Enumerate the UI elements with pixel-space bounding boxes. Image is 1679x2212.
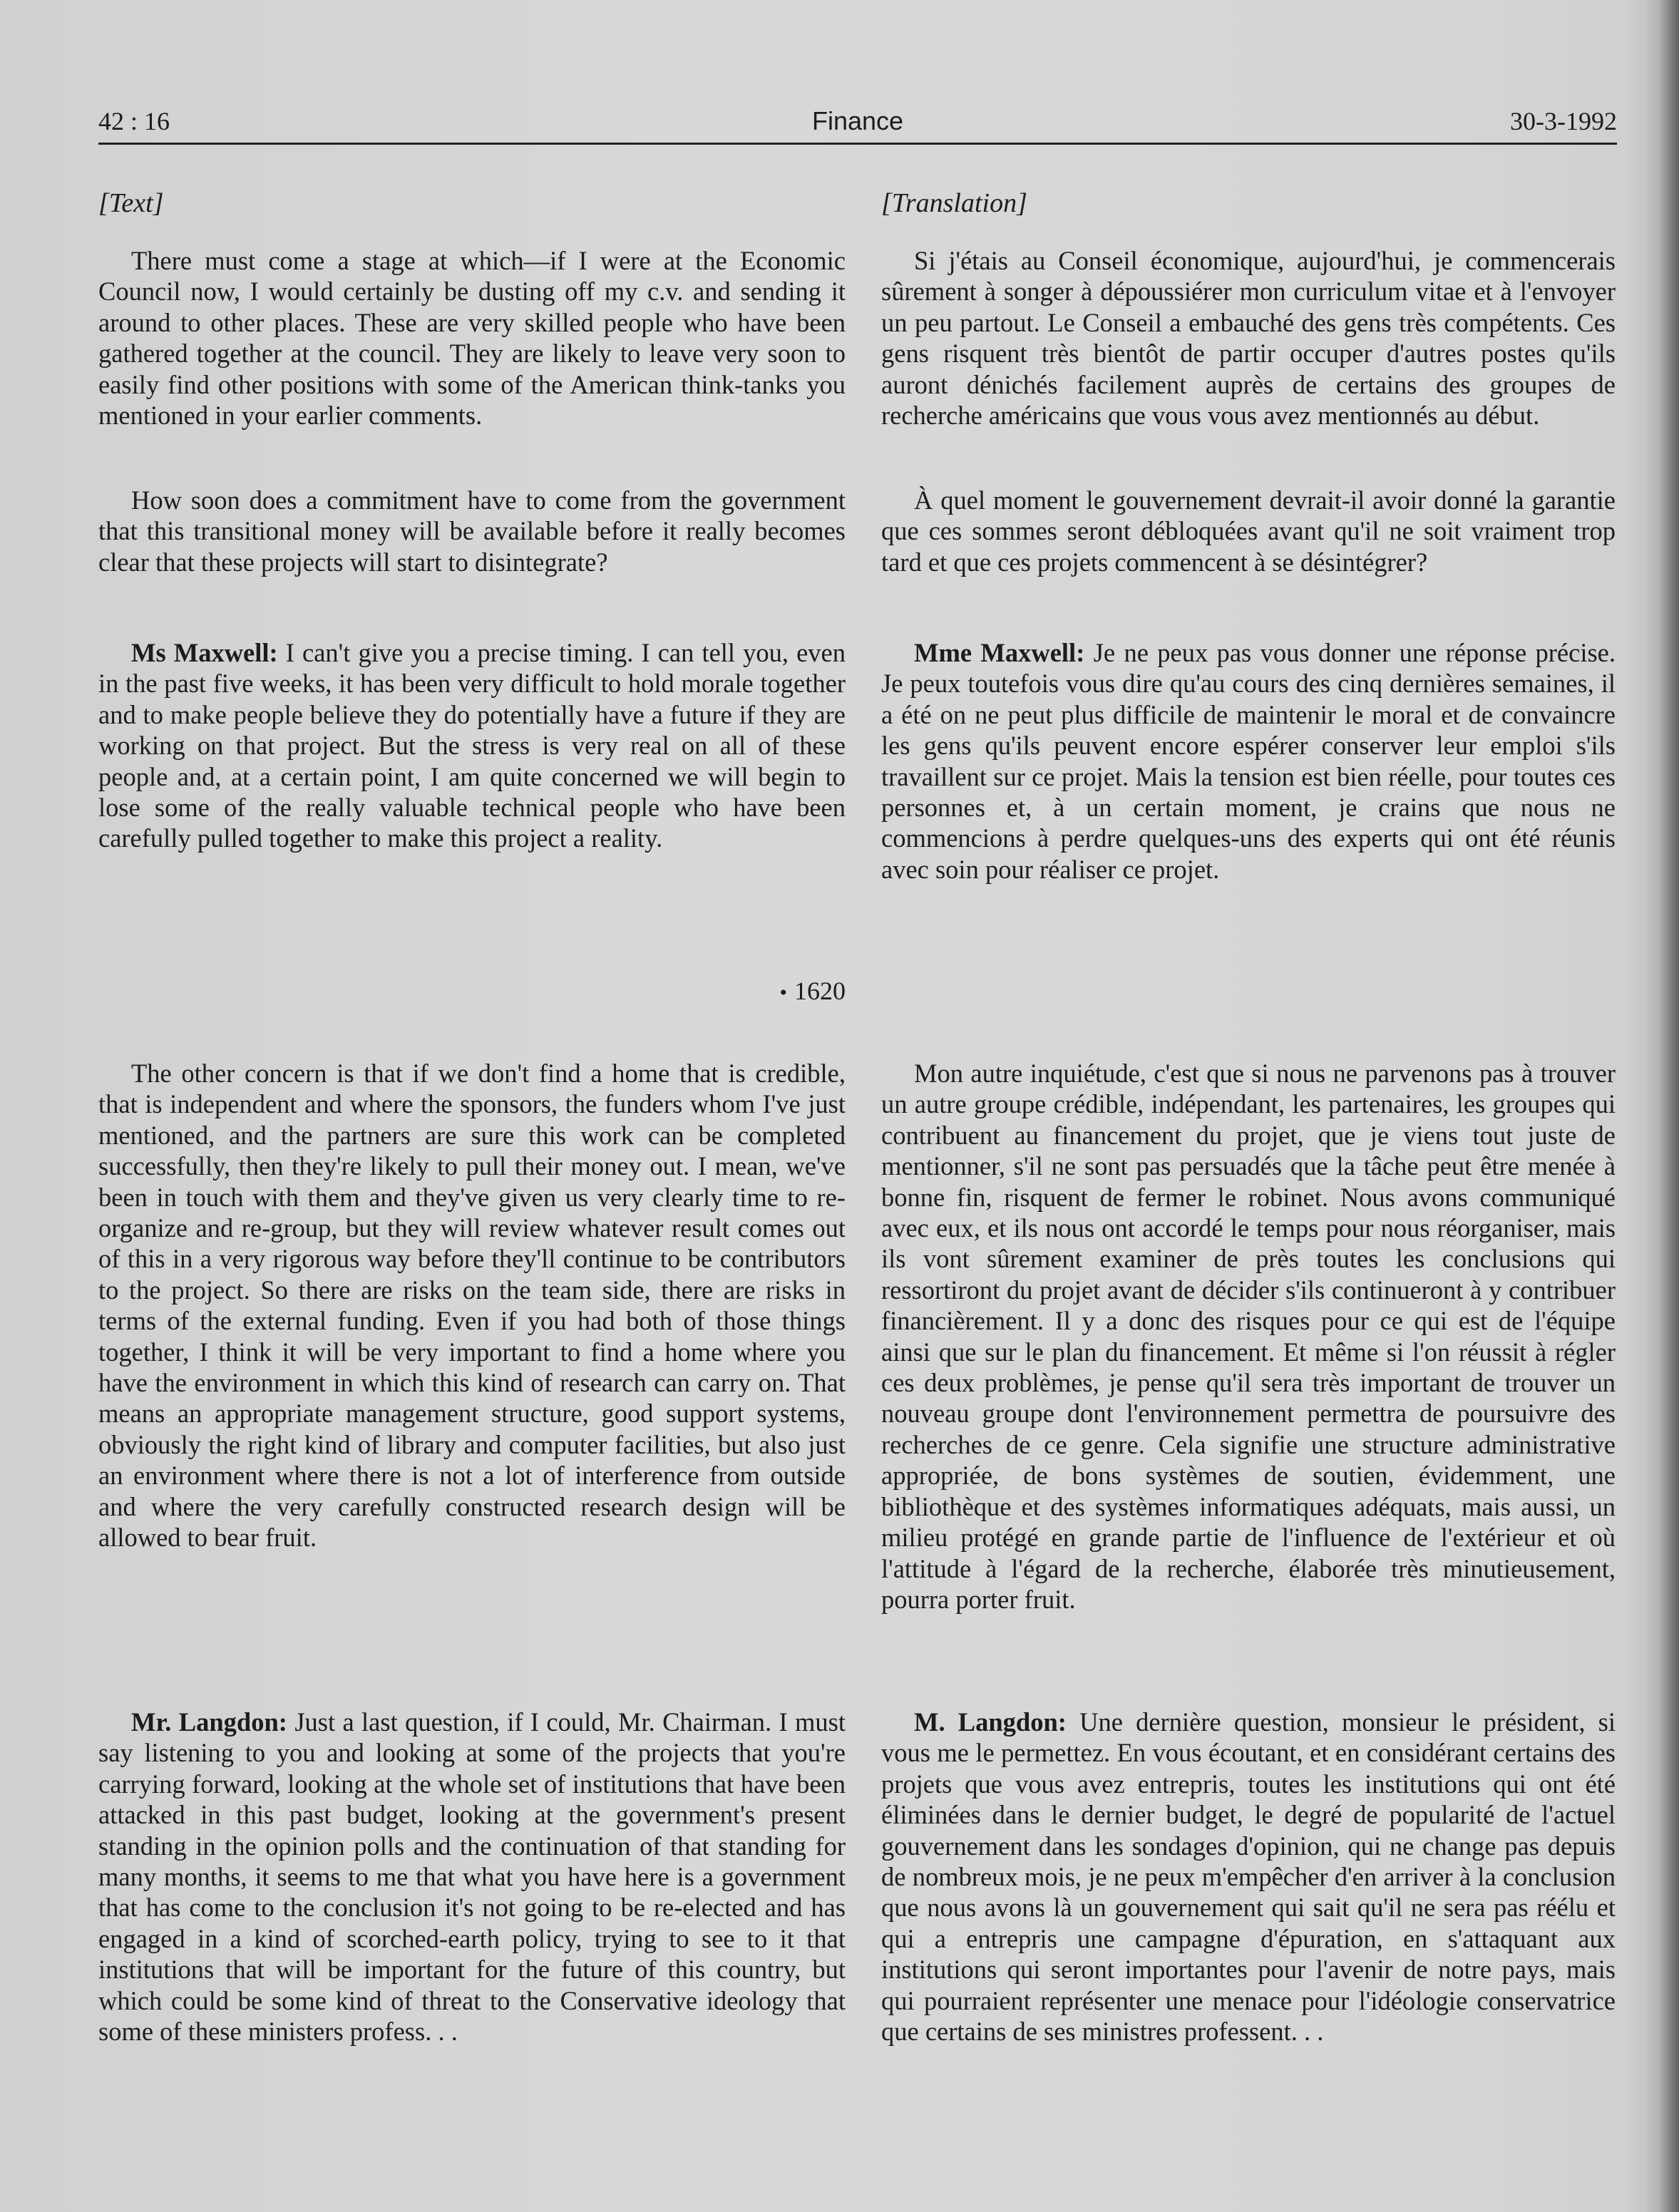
right-paragraph-1: Si j'étais au Conseil économique, aujourd'hui, je commencerais sûrement à songer à dépoussiérer mon curriculum vitae et à l'envoyer un peu partout. Le Conseil a embauché des gens très compétents. Ces gens risquent très bientôt de partir occuper d'autres postes qu'ils auront dénichés facilement auprès de certains des groupes de recherche américains que vous vous avez mentionnés au début. [881, 246, 1616, 431]
left-paragraph-3 [98, 637, 846, 854]
running-header [98, 106, 1617, 145]
right-paragraph-2: À quel moment le gouvernement devrait-il avoir donné la garantie que ces sommes seront débloquées avant qu'il ne soit vraiment trop tard et que ces projets commencent à se désintégrer? [881, 485, 1616, 577]
committee-title: Finance [811, 106, 904, 135]
right-paragraph-5 [881, 1707, 1616, 2047]
left-paragraph-4: The other concern is that if we don't find a home that is credible, that is independent and where the sponsors, the funders whom I've just mentioned, and the partners are sure this work can be completed successfully, then they're likely to pull their money out. I mean, we've been in touch with them and they've given us very clearly time to re-organize and re-group, but they will review whatever result comes out of this in a very rigorous way before they'll continue to be contributors to the project. So there are risks on the team side, there are risks in terms of the external funding. Even if you had both of those things together, I think it will be very important to find a home where you have the environment in which this kind of research can carry on. That means an appropriate management structure, good support systems, obviously the right kind of library and computer facilities, but also just an environment where there is not a lot of interference from outside and where the very carefully constructed research design will be allowed to bear fruit. [98, 1059, 846, 1553]
left-paragraph-1: There must come a stage at which—if I were at the Economic Council now, I would certainly be dusting off my c.v. and sending it around to other places. These are very skilled people who have been gathered together at the council. They are likely to leave very soon to easily find other positions with some of the American think-tanks you mentioned in your earlier comments. [98, 246, 846, 431]
left-paragraph-2: How soon does a commitment have to come from the government that this transitional money will be available before it really becomes clear that these projects will start to disintegrate? [98, 485, 846, 577]
time-value: 1620 [794, 977, 846, 1005]
page-number: 42 : 16 [98, 107, 170, 135]
speaker-name: Ms Maxwell: [131, 638, 278, 667]
right-paragraph-4: Mon autre inquiétude, c'est que si nous ne parvenons pas à trouver un autre groupe crédible, indépendant, les partenaires, les groupes qui contribuent au financement du projet, que je viens tout juste de mentionner, s'il ne sont pas persuadés que la tâche peut être menée à bonne fin, risquent de fermer le robinet. Nous avons communiqué avec eux, et ils nous ont accordé le temps pour nous réorganiser, mais ils vont sûrement examiner de près toutes les conclusions qui ressortiront du projet avant de décider s'ils continueront à y contribuer financièrement. Il y a donc des risques pour ce qui est de l'équipe ainsi que sur le plan du financement. Et même si l'on réussit à régler ces deux problèmes, je pense qu'il sera très important de trouver un nouveau groupe dont l'environnement permettra de poursuivre des recherches de ce genre. Cela signifie une structure administrative appropriée, de bons systèmes de soutien, évidemment, une bibliothèque et des systèmes informatiques adéquats, mais aussi, un milieu protégé en grande partie de l'influence de l'extérieur et où l'attitude à l'égard de la recherche, élaborée très minutieusement, pourra porter fruit. [881, 1059, 1616, 1614]
speaker-name: Mr. Langdon: [131, 1707, 287, 1737]
speech-text: I can't give you a precise timing. I can tell you, even in the past five weeks, it has been very difficult to hold morale together and to make people believe they do potentially have a future if they are working on that project. But the stress is very real on all of these people and, at a certain point, I am quite concerned we will begin to lose some of the really valuable technical people who have been carefully pulled together to make this project a reality. [98, 638, 846, 853]
speaker-name: M. Langdon: [914, 1707, 1067, 1737]
speech-text: Une dernière question, monsieur le président, si vous me le permettez. En vous écoutant, et en considérant certains des projets que vous avez entrepris, toutes les institutions qui ont été éliminées dans le dernier budget, le degré de popularité de l'actuel gouvernement dans les sondages d'opinion, qui ne change pas depuis de nombreux mois, je ne peux m'empêcher d'en arriver à la conclusion que nous avons là un gouvernement qui sait qu'il ne sera pas réélu et qui a entrepris une campagne d'épuration, en s'attaquant aux institutions qui seront importantes pour l'avenir de notre pays, mais qui pourraient représenter une menace pour l'idéologie conservatrice que certains de ses ministres professent. . . [881, 1707, 1616, 2047]
text-tag: [Text] [98, 188, 164, 218]
left-paragraph-5 [98, 1707, 846, 2047]
translation-tag: [Translation] [881, 188, 1027, 218]
speech-text: Je ne peux pas vous donner une réponse précise. Je peux toutefois vous dire qu'au cours des cinq dernières semaines, il a été on ne peut plus difficile de maintenir le moral et de convaincre les gens qu'ils peuvent encore espérer conserver leur emploi s'ils travaillent sur ce projet. Mais la tension est bien réelle, pour toutes ces personnes et, à un certain moment, je crains que nous ne commencions à perdre quelques-uns des experts qui ont été réunis avec soin pour réaliser ce projet. [881, 638, 1616, 884]
speech-text: Just a last question, if I could, Mr. Chairman. I must say listening to you and looking at some of the projects that you're carrying forward, looking at the whole set of institutions that have been attacked in this past budget, looking at the government's present standing in the opinion polls and the continuation of that standing for many months, it seems to me that what you have here is a government that has come to the conclusion it's not going to be re-elected and has engaged in a kind of scorched-earth policy, trying to see to it that institutions that will be important for the future of this country, but which could be some kind of threat to the Conservative ideology that some of these ministers profess. . . [98, 1707, 846, 2047]
time-bullet: • [779, 981, 787, 1004]
speaker-name: Mme Maxwell: [914, 638, 1085, 667]
right-paragraph-3 [881, 637, 1616, 885]
page-binding-shadow [1642, 0, 1679, 2212]
time-marker [670, 975, 846, 1009]
sitting-date: 30-3-1992 [1510, 107, 1617, 135]
